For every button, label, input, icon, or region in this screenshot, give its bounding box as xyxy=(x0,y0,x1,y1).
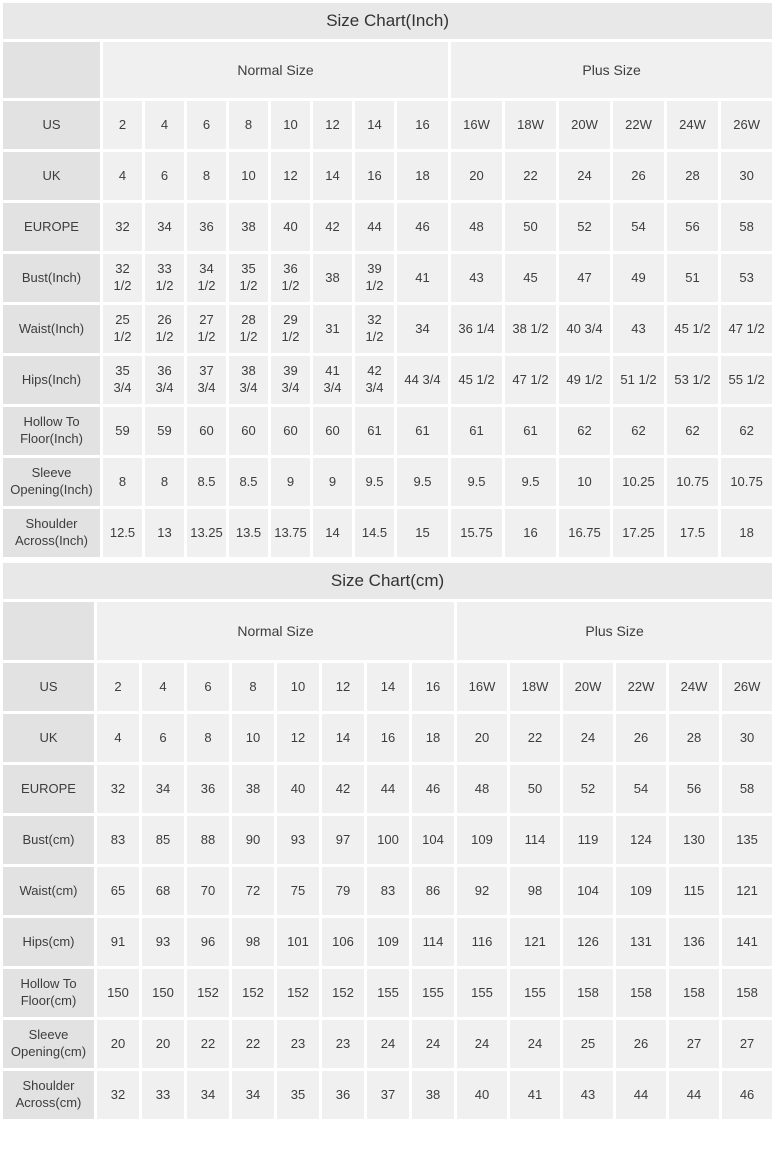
size-cell: 62 xyxy=(559,407,610,455)
size-cell: 18W xyxy=(510,663,560,711)
size-cell: 24 xyxy=(457,1020,507,1068)
size-cell: 25 1/2 xyxy=(103,305,142,353)
size-cell: 61 xyxy=(451,407,502,455)
size-cell: 38 3/4 xyxy=(229,356,268,404)
size-cell: 48 xyxy=(451,203,502,251)
size-cell: 17.5 xyxy=(667,509,718,557)
size-cell: 32 xyxy=(103,203,142,251)
size-cell: 9 xyxy=(271,458,310,506)
size-cell: 62 xyxy=(721,407,772,455)
size-cell: 53 1/2 xyxy=(667,356,718,404)
row-label: Hollow To Floor(Inch) xyxy=(3,407,100,455)
size-cell: 23 xyxy=(277,1020,319,1068)
size-cell: 24 xyxy=(367,1020,409,1068)
size-cell: 42 xyxy=(313,203,352,251)
size-cell: 93 xyxy=(277,816,319,864)
size-cell: 13.5 xyxy=(229,509,268,557)
size-cell: 22W xyxy=(613,101,664,149)
size-cell: 9.5 xyxy=(397,458,448,506)
size-chart-inch-table xyxy=(0,0,775,560)
size-cell: 41 xyxy=(510,1071,560,1119)
size-cell: 16W xyxy=(451,101,502,149)
size-cell: 121 xyxy=(510,918,560,966)
size-cell: 25 xyxy=(563,1020,613,1068)
size-cell: 4 xyxy=(145,101,184,149)
size-cell: 26W xyxy=(721,101,772,149)
size-cell: 18 xyxy=(721,509,772,557)
size-cell: 30 xyxy=(722,714,772,762)
size-cell: 150 xyxy=(97,969,139,1017)
size-cell: 27 1/2 xyxy=(187,305,226,353)
size-cell: 26W xyxy=(722,663,772,711)
size-cell: 32 1/2 xyxy=(355,305,394,353)
size-cell: 24 xyxy=(563,714,613,762)
size-cell: 14 xyxy=(355,101,394,149)
size-cell: 158 xyxy=(563,969,613,1017)
size-cell: 100 xyxy=(367,816,409,864)
size-cell: 45 1/2 xyxy=(451,356,502,404)
size-cell: 24W xyxy=(667,101,718,149)
size-cell: 22 xyxy=(232,1020,274,1068)
size-cell: 135 xyxy=(722,816,772,864)
table-title: Size Chart(cm) xyxy=(3,563,772,599)
size-cell: 79 xyxy=(322,867,364,915)
group-header-plus-size: Plus Size xyxy=(457,602,772,660)
size-cell: 6 xyxy=(187,101,226,149)
size-cell: 46 xyxy=(722,1071,772,1119)
row-label: Hips(cm) xyxy=(3,918,94,966)
size-cell: 8 xyxy=(232,663,274,711)
size-cell: 109 xyxy=(616,867,666,915)
size-cell: 136 xyxy=(669,918,719,966)
size-cell: 12 xyxy=(313,101,352,149)
size-cell: 39 3/4 xyxy=(271,356,310,404)
size-cell: 16 xyxy=(412,663,454,711)
size-cell: 97 xyxy=(322,816,364,864)
size-cell: 15.75 xyxy=(451,509,502,557)
size-cell: 8 xyxy=(229,101,268,149)
size-cell: 44 xyxy=(367,765,409,813)
size-cell: 6 xyxy=(187,663,229,711)
size-cell: 10 xyxy=(232,714,274,762)
size-cell: 4 xyxy=(97,714,139,762)
group-header-normal-size: Normal Size xyxy=(97,602,454,660)
size-cell: 10 xyxy=(271,101,310,149)
size-cell: 46 xyxy=(397,203,448,251)
size-cell: 92 xyxy=(457,867,507,915)
size-cell: 45 1/2 xyxy=(667,305,718,353)
size-cell: 36 3/4 xyxy=(145,356,184,404)
size-cell: 20 xyxy=(142,1020,184,1068)
row-label: UK xyxy=(3,152,100,200)
size-cell: 16 xyxy=(367,714,409,762)
size-cell: 49 xyxy=(613,254,664,302)
size-cell: 30 xyxy=(721,152,772,200)
size-cell: 98 xyxy=(510,867,560,915)
size-cell: 35 1/2 xyxy=(229,254,268,302)
size-cell: 12 xyxy=(322,663,364,711)
size-cell: 43 xyxy=(563,1071,613,1119)
size-cell: 34 xyxy=(187,1071,229,1119)
size-cell: 34 xyxy=(142,765,184,813)
size-cell: 54 xyxy=(616,765,666,813)
size-cell: 56 xyxy=(669,765,719,813)
row-label: Waist(Inch) xyxy=(3,305,100,353)
group-header-plus-size: Plus Size xyxy=(451,42,772,98)
size-cell: 37 xyxy=(367,1071,409,1119)
size-cell: 42 3/4 xyxy=(355,356,394,404)
size-cell: 72 xyxy=(232,867,274,915)
size-cell: 98 xyxy=(232,918,274,966)
size-cell: 14 xyxy=(322,714,364,762)
size-cell: 114 xyxy=(510,816,560,864)
size-cell: 10 xyxy=(559,458,610,506)
size-cell: 42 xyxy=(322,765,364,813)
size-cell: 15 xyxy=(397,509,448,557)
size-cell: 152 xyxy=(322,969,364,1017)
row-label: UK xyxy=(3,714,94,762)
size-cell: 44 3/4 xyxy=(397,356,448,404)
size-cell: 27 xyxy=(669,1020,719,1068)
row-label: US xyxy=(3,101,100,149)
size-cell: 2 xyxy=(97,663,139,711)
size-cell: 90 xyxy=(232,816,274,864)
size-cell: 38 xyxy=(412,1071,454,1119)
size-cell: 20 xyxy=(451,152,502,200)
size-cell: 150 xyxy=(142,969,184,1017)
size-cell: 58 xyxy=(721,203,772,251)
size-cell: 62 xyxy=(613,407,664,455)
size-cell: 10 xyxy=(277,663,319,711)
size-cell: 47 1/2 xyxy=(505,356,556,404)
size-cell: 49 1/2 xyxy=(559,356,610,404)
size-cell: 16.75 xyxy=(559,509,610,557)
size-cell: 45 xyxy=(505,254,556,302)
size-cell: 158 xyxy=(616,969,666,1017)
size-cell: 60 xyxy=(271,407,310,455)
size-cell: 152 xyxy=(277,969,319,1017)
corner-cell xyxy=(3,42,100,98)
size-cell: 18 xyxy=(397,152,448,200)
size-cell: 6 xyxy=(142,714,184,762)
size-cell: 96 xyxy=(187,918,229,966)
table-title: Size Chart(Inch) xyxy=(3,3,772,39)
size-cell: 46 xyxy=(412,765,454,813)
size-cell: 101 xyxy=(277,918,319,966)
size-cell: 93 xyxy=(142,918,184,966)
size-cell: 38 xyxy=(232,765,274,813)
size-cell: 20 xyxy=(97,1020,139,1068)
size-cell: 28 1/2 xyxy=(229,305,268,353)
size-cell: 158 xyxy=(669,969,719,1017)
size-cell: 83 xyxy=(367,867,409,915)
size-cell: 13.25 xyxy=(187,509,226,557)
size-cell: 152 xyxy=(187,969,229,1017)
size-cell: 86 xyxy=(412,867,454,915)
size-cell: 44 xyxy=(616,1071,666,1119)
size-cell: 88 xyxy=(187,816,229,864)
size-cell: 24 xyxy=(412,1020,454,1068)
size-cell: 28 xyxy=(669,714,719,762)
size-cell: 26 xyxy=(616,1020,666,1068)
size-cell: 61 xyxy=(355,407,394,455)
size-cell: 31 xyxy=(313,305,352,353)
size-cell: 8 xyxy=(145,458,184,506)
size-cell: 26 xyxy=(613,152,664,200)
row-label: Shoulder Across(cm) xyxy=(3,1071,94,1119)
size-cell: 41 xyxy=(397,254,448,302)
size-cell: 61 xyxy=(397,407,448,455)
size-cell: 115 xyxy=(669,867,719,915)
size-cell: 75 xyxy=(277,867,319,915)
row-label: Bust(cm) xyxy=(3,816,94,864)
size-cell: 39 1/2 xyxy=(355,254,394,302)
size-cell: 32 xyxy=(97,1071,139,1119)
size-cell: 9 xyxy=(313,458,352,506)
size-cell: 41 3/4 xyxy=(313,356,352,404)
size-cell: 124 xyxy=(616,816,666,864)
size-cell: 36 xyxy=(187,203,226,251)
size-cell: 9.5 xyxy=(451,458,502,506)
size-cell: 126 xyxy=(563,918,613,966)
size-cell: 55 1/2 xyxy=(721,356,772,404)
row-label: Hollow To Floor(cm) xyxy=(3,969,94,1017)
size-cell: 12.5 xyxy=(103,509,142,557)
size-cell: 65 xyxy=(97,867,139,915)
size-cell: 106 xyxy=(322,918,364,966)
size-cell: 155 xyxy=(412,969,454,1017)
size-cell: 104 xyxy=(563,867,613,915)
size-cell: 27 xyxy=(722,1020,772,1068)
size-cell: 121 xyxy=(722,867,772,915)
size-cell: 16 xyxy=(397,101,448,149)
size-cell: 60 xyxy=(313,407,352,455)
size-cell: 4 xyxy=(103,152,142,200)
size-cell: 32 xyxy=(97,765,139,813)
size-chart-cm-table xyxy=(0,560,775,1122)
size-cell: 43 xyxy=(451,254,502,302)
size-cell: 14 xyxy=(313,152,352,200)
size-cell: 83 xyxy=(97,816,139,864)
size-cell: 130 xyxy=(669,816,719,864)
size-cell: 22W xyxy=(616,663,666,711)
size-cell: 51 xyxy=(667,254,718,302)
row-label: US xyxy=(3,663,94,711)
size-cell: 10.75 xyxy=(721,458,772,506)
row-label: Sleeve Opening(cm) xyxy=(3,1020,94,1068)
size-cell: 155 xyxy=(367,969,409,1017)
size-cell: 47 xyxy=(559,254,610,302)
size-cell: 36 1/2 xyxy=(271,254,310,302)
size-cell: 40 3/4 xyxy=(559,305,610,353)
size-cell: 24 xyxy=(510,1020,560,1068)
size-cell: 109 xyxy=(457,816,507,864)
size-cell: 52 xyxy=(559,203,610,251)
size-cell: 38 xyxy=(229,203,268,251)
size-cell: 18W xyxy=(505,101,556,149)
size-cell: 9.5 xyxy=(355,458,394,506)
size-cell: 47 1/2 xyxy=(721,305,772,353)
size-cell: 53 xyxy=(721,254,772,302)
size-cell: 10.25 xyxy=(613,458,664,506)
size-cell: 8 xyxy=(187,714,229,762)
size-cell: 68 xyxy=(142,867,184,915)
size-cell: 16 xyxy=(505,509,556,557)
size-cell: 141 xyxy=(722,918,772,966)
corner-cell xyxy=(3,602,94,660)
size-cell: 8.5 xyxy=(229,458,268,506)
size-cell: 40 xyxy=(271,203,310,251)
size-cell: 14 xyxy=(367,663,409,711)
size-cell: 34 xyxy=(232,1071,274,1119)
size-cell: 60 xyxy=(187,407,226,455)
size-cell: 26 xyxy=(616,714,666,762)
row-label: EUROPE xyxy=(3,203,100,251)
size-cell: 33 xyxy=(142,1071,184,1119)
row-label: EUROPE xyxy=(3,765,94,813)
size-cell: 20 xyxy=(457,714,507,762)
size-cell: 13 xyxy=(145,509,184,557)
size-cell: 35 xyxy=(277,1071,319,1119)
size-cell: 14 xyxy=(313,509,352,557)
size-cell: 23 xyxy=(322,1020,364,1068)
size-cell: 12 xyxy=(271,152,310,200)
size-cell: 40 xyxy=(457,1071,507,1119)
size-cell: 16 xyxy=(355,152,394,200)
size-cell: 59 xyxy=(103,407,142,455)
size-cell: 91 xyxy=(97,918,139,966)
size-cell: 38 1/2 xyxy=(505,305,556,353)
size-cell: 56 xyxy=(667,203,718,251)
row-label: Hips(Inch) xyxy=(3,356,100,404)
size-cell: 10.75 xyxy=(667,458,718,506)
row-label: Bust(Inch) xyxy=(3,254,100,302)
size-cell: 152 xyxy=(232,969,274,1017)
size-cell: 8 xyxy=(103,458,142,506)
size-cell: 155 xyxy=(457,969,507,1017)
size-cell: 8 xyxy=(187,152,226,200)
row-label: Waist(cm) xyxy=(3,867,94,915)
size-cell: 34 xyxy=(397,305,448,353)
size-cell: 44 xyxy=(669,1071,719,1119)
size-cell: 33 1/2 xyxy=(145,254,184,302)
size-cell: 38 xyxy=(313,254,352,302)
size-cell: 36 xyxy=(322,1071,364,1119)
size-cell: 28 xyxy=(667,152,718,200)
size-cell: 70 xyxy=(187,867,229,915)
size-cell: 16W xyxy=(457,663,507,711)
size-cell: 36 1/4 xyxy=(451,305,502,353)
size-cell: 9.5 xyxy=(505,458,556,506)
size-cell: 114 xyxy=(412,918,454,966)
size-cell: 26 1/2 xyxy=(145,305,184,353)
size-cell: 32 1/2 xyxy=(103,254,142,302)
size-cell: 22 xyxy=(505,152,556,200)
size-cell: 20W xyxy=(559,101,610,149)
size-cell: 158 xyxy=(722,969,772,1017)
size-cell: 50 xyxy=(510,765,560,813)
size-cell: 12 xyxy=(277,714,319,762)
size-cell: 22 xyxy=(187,1020,229,1068)
size-cell: 109 xyxy=(367,918,409,966)
size-cell: 40 xyxy=(277,765,319,813)
size-cell: 8.5 xyxy=(187,458,226,506)
size-cell: 51 1/2 xyxy=(613,356,664,404)
size-cell: 14.5 xyxy=(355,509,394,557)
size-cell: 17.25 xyxy=(613,509,664,557)
size-cell: 35 3/4 xyxy=(103,356,142,404)
size-cell: 50 xyxy=(505,203,556,251)
size-cell: 104 xyxy=(412,816,454,864)
size-cell: 34 1/2 xyxy=(187,254,226,302)
size-cell: 4 xyxy=(142,663,184,711)
size-cell: 44 xyxy=(355,203,394,251)
size-cell: 18 xyxy=(412,714,454,762)
size-cell: 54 xyxy=(613,203,664,251)
size-cell: 155 xyxy=(510,969,560,1017)
size-cell: 13.75 xyxy=(271,509,310,557)
size-cell: 29 1/2 xyxy=(271,305,310,353)
size-cell: 60 xyxy=(229,407,268,455)
row-label: Shoulder Across(Inch) xyxy=(3,509,100,557)
size-cell: 58 xyxy=(722,765,772,813)
size-cell: 36 xyxy=(187,765,229,813)
size-cell: 22 xyxy=(510,714,560,762)
size-cell: 43 xyxy=(613,305,664,353)
size-cell: 119 xyxy=(563,816,613,864)
size-cell: 131 xyxy=(616,918,666,966)
size-cell: 52 xyxy=(563,765,613,813)
row-label: Sleeve Opening(Inch) xyxy=(3,458,100,506)
size-cell: 62 xyxy=(667,407,718,455)
size-cell: 59 xyxy=(145,407,184,455)
size-cell: 34 xyxy=(145,203,184,251)
size-cell: 85 xyxy=(142,816,184,864)
size-cell: 48 xyxy=(457,765,507,813)
size-cell: 10 xyxy=(229,152,268,200)
size-cell: 24 xyxy=(559,152,610,200)
size-cell: 116 xyxy=(457,918,507,966)
size-cell: 6 xyxy=(145,152,184,200)
size-cell: 61 xyxy=(505,407,556,455)
size-cell: 24W xyxy=(669,663,719,711)
group-header-normal-size: Normal Size xyxy=(103,42,448,98)
size-cell: 37 3/4 xyxy=(187,356,226,404)
size-cell: 20W xyxy=(563,663,613,711)
size-cell: 2 xyxy=(103,101,142,149)
